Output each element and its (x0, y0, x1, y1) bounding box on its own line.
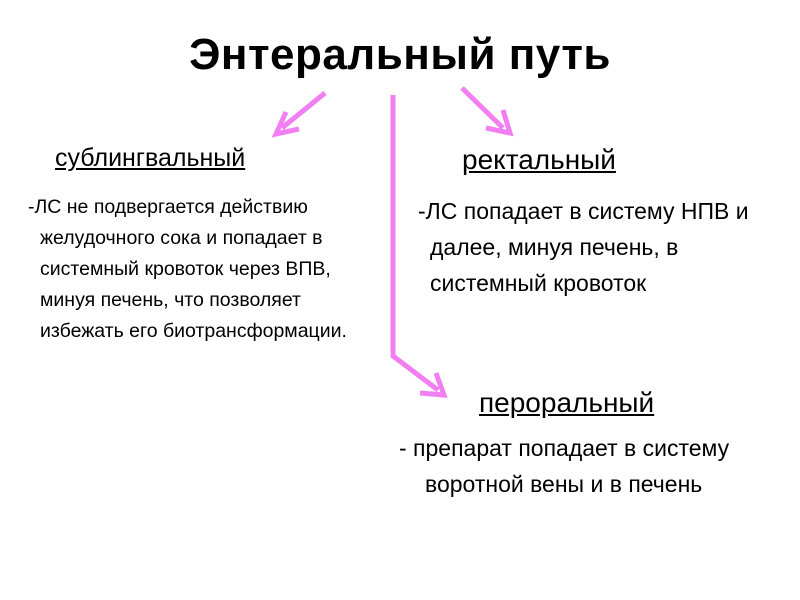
peroral-heading: пероральный (479, 387, 655, 418)
sublingual-heading: сублингвальный (55, 144, 246, 172)
rectal-description: -ЛС попадает в систему НПВ и далее, минуя печень, в системный кровоток (418, 198, 749, 296)
page-title: Энтеральный путь (189, 30, 611, 79)
arrow-to-rectal (462, 88, 510, 133)
sublingual-description: -ЛС не подвергается действию желудочного сока и попадает в системный кровоток через ВПВ, минуя печень, что позволяет избежать его биотрансформации. (28, 196, 347, 342)
rectal-heading: ректальный (462, 144, 616, 175)
peroral-description: - препарат попадает в систему воротной вены и в печень (399, 435, 730, 497)
arrow-to-sublingual (276, 93, 325, 134)
